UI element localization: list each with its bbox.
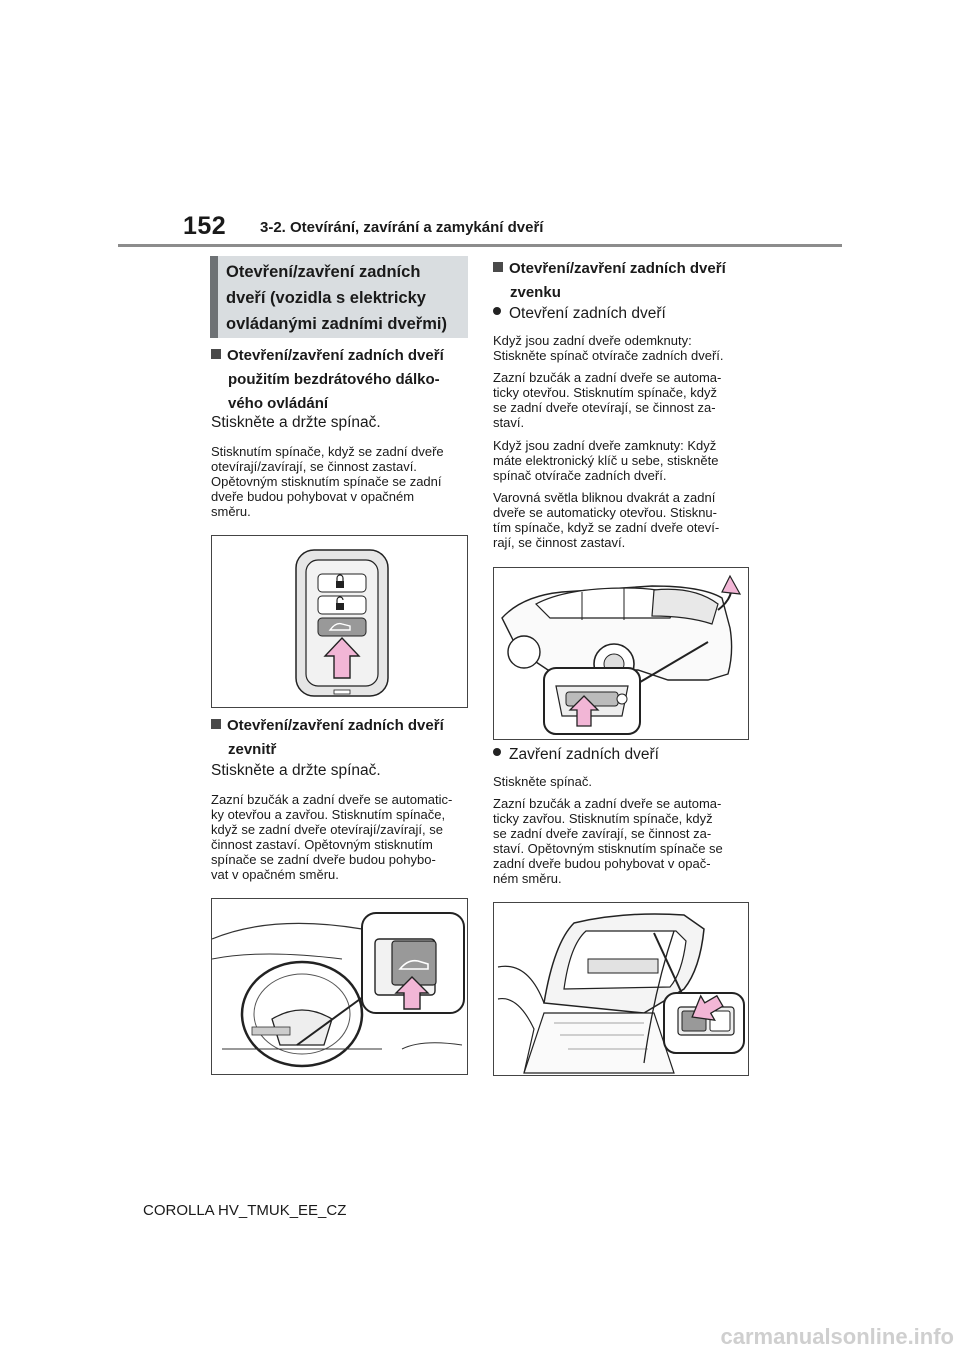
text-line: dveře budou pohybovat v opačném	[211, 489, 415, 504]
watermark: carmanualsonline.info	[720, 1324, 954, 1349]
header-divider	[118, 244, 842, 247]
footer-model: COROLLA HV_TMUK_EE_CZ	[143, 1202, 347, 1219]
paragraph-auto-open	[493, 370, 757, 430]
text-line: Stisknutím spínače, když se zadní dveře	[211, 444, 444, 459]
paragraph-auto-close	[493, 796, 757, 886]
text-line: Varovná světla bliknou dvakrát a zadní	[493, 490, 716, 505]
bullet-label: Otevření zadních dveří	[509, 305, 666, 322]
bullet-closing	[493, 746, 659, 764]
section-title-box	[210, 256, 468, 338]
heading-line: použitím bezdrátového dálko-	[228, 371, 440, 388]
square-bullet-icon	[211, 349, 221, 359]
text-line: ticky zavřou. Stisknutím spínače, když	[493, 811, 713, 826]
paragraph-inside-note	[211, 792, 475, 882]
text-line: Zazní bzučák a zadní dveře se automatic-	[211, 792, 453, 807]
text-line: ky otevřou a zavřou. Stisknutím spínače,	[211, 807, 446, 822]
page-number: 152	[183, 212, 227, 240]
square-bullet-icon	[493, 262, 503, 272]
title-line: dveří (vozidla s elektricky	[226, 289, 426, 307]
text-line: otevírají/zavírají, se činnost zastaví.	[211, 459, 417, 474]
title-line: Otevření/zavření zadních	[226, 263, 421, 281]
text-line: vat v opačném směru.	[211, 867, 339, 882]
paragraph-press-switch: Stiskněte spínač.	[493, 774, 592, 789]
round-bullet-icon	[493, 307, 501, 315]
text-line: když se zadní dveře otevírají/zavírají, se	[211, 822, 443, 837]
paragraph-remote-note	[211, 444, 473, 519]
paragraph-unlocked	[493, 333, 757, 363]
heading-line: Otevření/zavření zadních dveří	[509, 260, 726, 277]
text-line: zadní dveře budou pohybovat v opač-	[493, 856, 711, 871]
paragraph-locked	[493, 438, 757, 483]
figure-car-exterior	[493, 567, 749, 740]
paragraph-hazard-lights	[493, 490, 757, 550]
text-line: spínač otvírače zadních dveří.	[493, 468, 667, 483]
open-direction-arrow-icon	[722, 576, 740, 594]
heading-from-inside	[211, 714, 471, 762]
text-line: tím spínače, když se zadní dveře oteví-	[493, 520, 720, 535]
bullet-label: Zavření zadních dveří	[509, 746, 659, 763]
text-line: Opětovným stisknutím spínače se zadní	[211, 474, 442, 489]
text-line: staví. Opětovným stisknutím spínače se	[493, 841, 723, 856]
heading-line: vého ovládání	[228, 395, 329, 412]
heading-line: Otevření/zavření zadních dveří	[227, 347, 444, 364]
bullet-opening	[493, 305, 666, 323]
text-line: Když jsou zadní dveře zamknuty: Když	[493, 438, 717, 453]
text-line: ticky otevřou. Stisknutím spínače, když	[493, 385, 717, 400]
text-line: Zazní bzučák a zadní dveře se automa-	[493, 370, 722, 385]
heading-line: zevnitř	[228, 741, 277, 758]
text-line: Stiskněte spínač otvírače zadních dveří.	[493, 348, 724, 363]
section-title: 3-2. Otevírání, zavírání a zamykání dveří	[260, 219, 544, 236]
text-line: směru.	[211, 504, 251, 519]
heading-line: zvenku	[510, 284, 561, 301]
figure-open-tailgate	[493, 902, 749, 1076]
text-line: staví.	[493, 415, 525, 430]
heading-line: Otevření/zavření zadních dveří	[227, 717, 444, 734]
heading-from-outside	[493, 257, 753, 305]
text-line: se zadní dveře otevírají, se činnost za-	[493, 400, 716, 415]
step-press-hold: Stiskněte a držte spínač.	[211, 762, 381, 779]
text-line: Zazní bzučák a zadní dveře se automa-	[493, 796, 722, 811]
square-bullet-icon	[211, 719, 221, 729]
text-line: činnost zastaví. Opětovným stisknutím	[211, 837, 433, 852]
title-line: ovládanými zadními dveřmi)	[226, 315, 447, 333]
text-line: Když jsou zadní dveře odemknuty:	[493, 333, 692, 348]
text-line: spínače se zadní dveře budou pohybo-	[211, 852, 436, 867]
step-press-hold: Stiskněte a držte spínač.	[211, 414, 381, 431]
text-line: máte elektronický klíč u sebe, stiskněte	[493, 453, 719, 468]
figure-key-fob	[211, 535, 468, 708]
heading-remote-control	[211, 344, 471, 416]
text-line: dveře se automaticky otevřou. Stisknu-	[493, 505, 717, 520]
text-line: ném směru.	[493, 871, 562, 886]
text-line: rají, se činnost zastaví.	[493, 535, 626, 550]
round-bullet-icon	[493, 748, 501, 756]
figure-dashboard-switch	[211, 898, 468, 1075]
text-line: se zadní dveře zavírají, se činnost za-	[493, 826, 712, 841]
